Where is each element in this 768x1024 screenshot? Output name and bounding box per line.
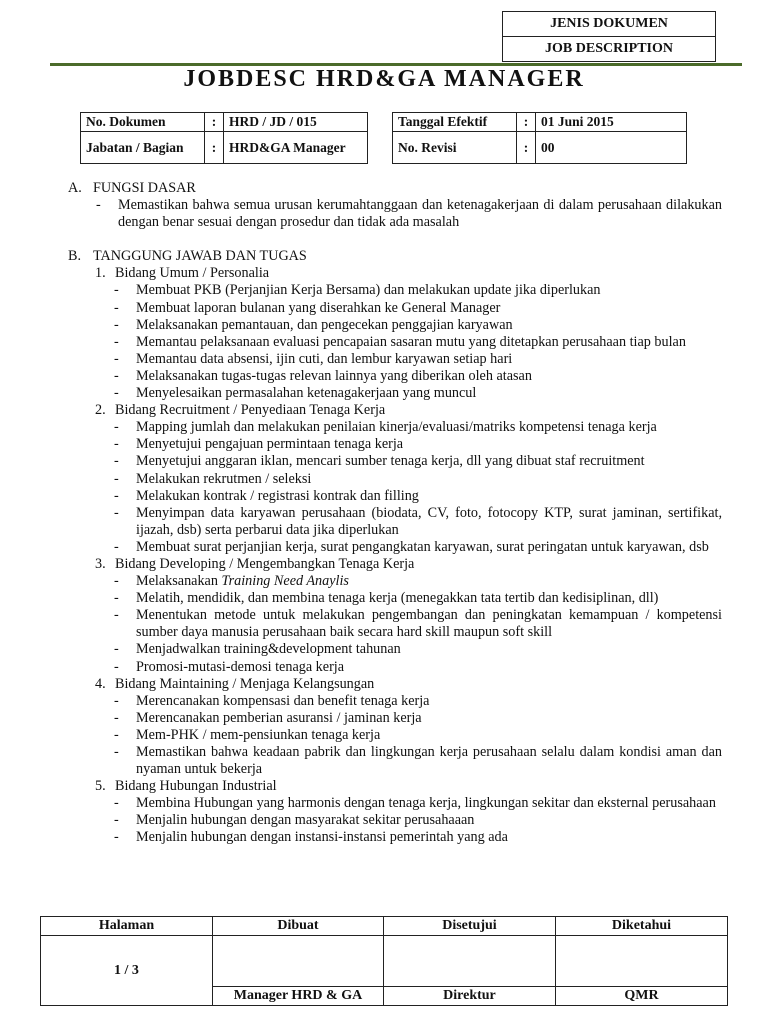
list-item [68,744,722,778]
dash-bullet: - [114,658,119,675]
list-item-text: Menyelesaikan permasalahan ketenagakerjaan yang muncul [136,385,477,402]
info-separator: : [517,113,536,132]
subsection-number: 3. [95,555,106,572]
dash-bullet: - [96,197,101,214]
dash-bullet: - [114,812,119,829]
dash-bullet: - [114,350,119,367]
list-item-text: Melakukan kontrak / registrasi kontrak dan filling [136,487,419,504]
list-item [68,317,722,334]
list-item [68,641,722,658]
dash-bullet: - [114,419,119,436]
list-item [68,812,722,829]
dash-bullet: - [114,607,119,624]
list-item [68,351,722,368]
document-type-box [502,11,716,62]
info-label-document-number: No. Dokumen [81,113,205,132]
dash-bullet: - [114,504,119,521]
info-separator: : [205,132,224,164]
list-item-text: Melakukan rekrutmen / seleksi [136,470,312,487]
list-item [68,471,722,488]
dash-bullet: - [114,829,119,846]
dash-bullet: - [114,573,119,590]
dash-bullet: - [114,470,119,487]
signature-area [212,936,383,987]
dash-bullet: - [114,299,119,316]
list-item [68,436,722,453]
approval-table [40,916,728,1006]
list-item [68,710,722,727]
list-item [68,505,722,539]
list-item-text: Mapping jumlah dan melakukan penilaian kinerja/evaluasi/matriks kompetensi tenaga kerja [136,419,657,436]
document-type-value: JOB DESCRIPTION [503,36,715,61]
list-item-text: Membina Hubungan yang harmonis dengan tenaga kerja, lingkungan sekitar dan eksternal perusahaan [136,795,716,812]
list-item [68,300,722,317]
list-item-text: Menyimpan data karyawan perusahaan (biodata, CV, foto, fotocopy KTP, surat jaminan, sertifikat, ijazah, dsb) serta perbarui data jika diperlukan [136,504,722,538]
section-letter: A. [68,180,82,196]
dash-bullet: - [114,641,119,658]
page-title: JOBDESC HRD&GA MANAGER [183,66,585,92]
list-item [68,607,722,641]
info-label-position: Jabatan / Bagian [81,132,205,164]
subsection-heading [68,556,722,573]
list-item [68,334,722,351]
subsection-number: 5. [95,778,106,795]
info-value-position: HRD&GA Manager [224,132,368,164]
list-item-text: Merencanakan kompensasi dan benefit tenaga kerja [136,692,430,709]
list-item [68,385,722,402]
info-value-document-number: HRD / JD / 015 [224,113,368,132]
signature-area [555,936,727,987]
list-item-text: Memastikan bahwa semua urusan kerumahtanggaan dan ketenagakerjaan di dalam perusahaan dilakukan dengan benar sesuai dengan prosedur dan tidak ada masalah [118,197,722,231]
info-value-revision: 00 [536,132,687,164]
footer-header-approved: Disetujui [383,917,555,936]
document-body [68,180,722,847]
section-title: FUNGSI DASAR [93,180,196,196]
dash-bullet: - [114,487,119,504]
list-item [68,795,722,812]
list-item-text: Menyetujui pengajuan permintaan tenaga kerja [136,436,404,453]
info-value-effective-date: 01 Juni 2015 [536,113,687,132]
list-item [68,659,722,676]
section-b-heading [68,248,722,265]
list-item-text: Melaksanakan tugas-tugas relevan lainnya yang diberikan oleh atasan [136,367,532,384]
footer-header-acknowledged: Diketahui [555,917,727,936]
list-item [68,488,722,505]
info-label-effective-date: Tanggal Efektif [393,113,517,132]
list-item [68,590,722,607]
signer-name: Direktur [383,987,555,1006]
subsection-heading [68,265,722,282]
dash-bullet: - [114,385,119,402]
subsection-heading [68,402,722,419]
list-item-text: Melaksanakan pemantauan, dan pengecekan penggajian karyawan [136,316,513,333]
list-item [68,829,722,846]
dash-bullet: - [114,538,119,555]
list-item-text: Melaksanakan Training Need Anaylis [136,573,349,590]
subsection-title: Bidang Umum / Personalia [115,265,270,282]
list-item-text: Memantau pelaksanaan evaluasi pencapaian sasaran mutu yang ditetapkan perusahaan tiap bulan [136,333,686,350]
dash-bullet: - [114,590,119,607]
list-item [68,573,722,590]
list-item [68,368,722,385]
list-item-text: Mem-PHK / mem-pensiunkan tenaga kerja [136,726,381,743]
list-item [68,727,722,744]
document-info-table [80,112,368,164]
dash-bullet: - [114,744,119,760]
subsection-number: 1. [95,265,106,282]
list-item [68,539,722,556]
dash-bullet: - [114,316,119,333]
list-item-text: Menentukan metode untuk melakukan pengembangan dan peningkatan kemampuan / kompetensi sumber daya manusia perusahaan baik secara hard skill maupun soft skill [136,607,722,641]
list-item-text: Melatih, mendidik, dan membina tenaga kerja (menegakkan tata tertib dan kedisiplinan, dll) [136,590,659,607]
footer-header-created: Dibuat [212,917,383,936]
dash-bullet: - [114,436,119,453]
info-label-revision: No. Revisi [393,132,517,164]
responsibility-groups [68,265,722,846]
list-item-text: Membuat PKB (Perjanjian Kerja Bersama) dan melakukan update jika diperlukan [136,282,601,299]
dash-bullet: - [114,709,119,726]
dash-bullet: - [114,367,119,384]
dash-bullet: - [114,692,119,709]
list-item [68,197,722,231]
subsection-number: 4. [95,675,106,692]
subsection-title: Bidang Recruitment / Penyediaan Tenaga Kerja [115,402,386,419]
list-item-text: Menjalin hubungan dengan instansi-instansi pemerintah yang ada [136,829,508,846]
signer-name: QMR [555,987,727,1006]
list-item-text: Menjadwalkan training&development tahunan [136,641,401,658]
list-item-text: Memantau data absensi, ijin cuti, dan lembur karyawan setiap hari [136,350,513,367]
dash-bullet: - [114,453,119,470]
page-number: 1 / 3 [41,936,213,1006]
list-item-text: Merencanakan pemberian asuransi / jaminan kerja [136,709,422,726]
info-separator: : [517,132,536,164]
section-a-heading [68,180,722,197]
list-item-text: Promosi-mutasi-demosi tenaga kerja [136,658,345,675]
list-item [68,282,722,299]
section-title: TANGGUNG JAWAB DAN TUGAS [93,248,307,265]
subsection-number: 2. [95,402,106,419]
list-item-text: Memastikan bahwa keadaan pabrik dan lingkungan kerja perusahaan selalu dalam kondisi aman dan nyaman untuk bekerja [136,744,722,778]
info-separator: : [205,113,224,132]
list-item [68,419,722,436]
list-item-text: Membuat laporan bulanan yang diserahkan ke General Manager [136,299,501,316]
dash-bullet: - [114,795,119,812]
subsection-heading [68,778,722,795]
list-item [68,693,722,710]
subsection-title: Bidang Maintaining / Menjaga Kelangsungan [115,675,375,692]
list-item [68,453,722,470]
dash-bullet: - [114,333,119,350]
subsection-title: Bidang Hubungan Industrial [115,778,277,795]
list-item-text: Menjalin hubungan dengan masyarakat sekitar perusahaaan [136,812,475,829]
subsection-heading [68,676,722,693]
document-type-label: JENIS DOKUMEN [550,16,668,31]
revision-info-table [392,112,687,164]
subsection-title: Bidang Developing / Mengembangkan Tenaga Kerja [115,555,415,572]
dash-bullet: - [114,282,119,299]
signer-name: Manager HRD & GA [212,987,383,1006]
footer-header-page: Halaman [41,917,213,936]
list-item-text: Membuat surat perjanjian kerja, surat pengangkatan karyawan, surat peringatan untuk karyawan, dsb [136,538,709,555]
dash-bullet: - [114,726,119,743]
section-letter: B. [68,248,82,265]
signature-area [383,936,555,987]
list-item-text: Menyetujui anggaran iklan, mencari sumber tenaga kerja, dll yang dibuat staf recruitment [136,453,645,470]
